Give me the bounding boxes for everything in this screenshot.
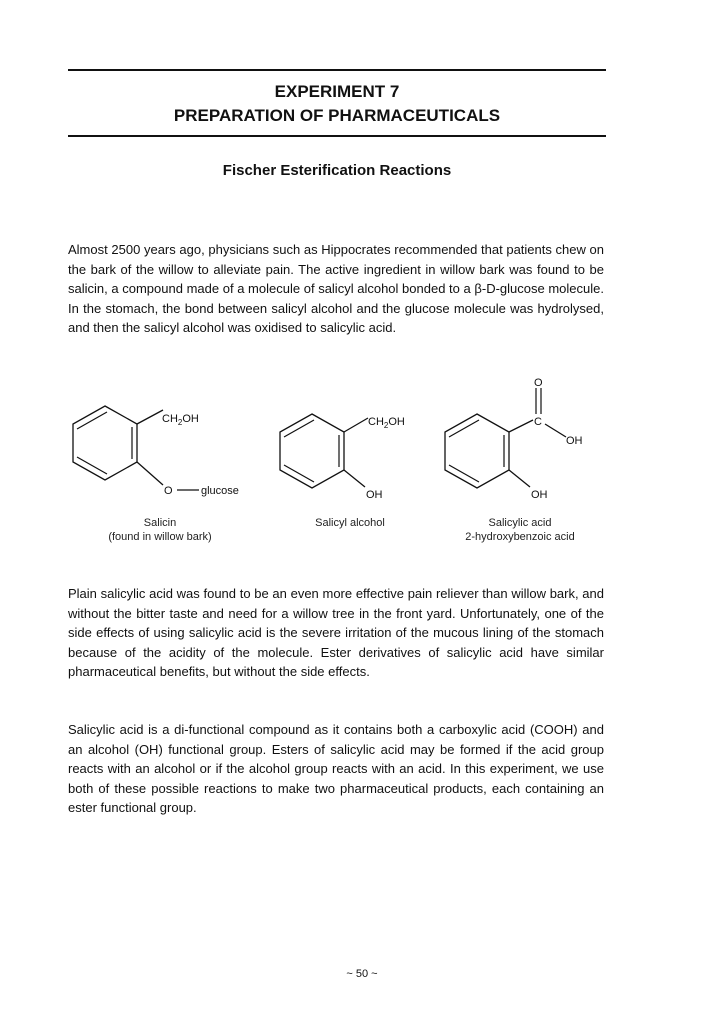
side-effects-paragraph: Plain salicylic acid was found to be an even more effective pain reliever than willow bark, and without the bitter taste and need for a willow tree in the front yard. Unfortunately, one of the side effects of using salicylic acid is the severe irritation of the mucous lining of the stomach because of the acidity of the molecule. Ester derivatives of salicylic acid have similar pharmaceutical benefits, but without the side effects. [68, 586, 604, 679]
salicin-caption [90, 516, 230, 544]
top-rule [68, 69, 606, 71]
salicylic-acid-o-label: O [534, 377, 543, 389]
salicin-caption-name: Salicin [143, 517, 177, 529]
salicylic-acid-caption-name: Salicylic acid [488, 517, 552, 529]
salicin-caption-note: (found in willow bark) [108, 531, 212, 543]
salicylic-acid-structure [445, 377, 583, 501]
salicylic-acid-oh-acid-label: OH [566, 435, 583, 447]
salicyl-alcohol-caption [290, 516, 410, 530]
salicylic-acid-oh-ring-label: OH [531, 489, 548, 501]
page-title: PREPARATION OF PHARMACEUTICALS [173, 106, 501, 125]
bottom-rule [68, 135, 606, 137]
salicylic-acid-caption-note: 2-hydroxybenzoic acid [465, 531, 575, 543]
salicin-glucose-label: glucose [201, 485, 239, 497]
salicyl-alcohol-caption-name: Salicyl alcohol [315, 517, 385, 529]
experiment-number: EXPERIMENT 7 [274, 82, 400, 101]
salicyl-alcohol-structure [280, 414, 405, 501]
ester-paragraph: Salicylic acid is a di-functional compound as it contains both a carboxylic acid (COOH) and an alcohol (OH) functional group. Esters of salicylic acid may be formed if the acid group reacts with an alcohol or if the alcohol group reacts with an acid. In this experiment, we use both of these possible reactions to make two pharmaceutical products, each containing an ester functional group. [68, 722, 604, 815]
salicin-structure [73, 406, 239, 497]
salicyl-alcohol-oh-label: OH [366, 489, 383, 501]
page-number: ~ 50 ~ [346, 968, 378, 980]
salicylic-acid-c-label: C [534, 416, 542, 428]
salicyl-alcohol-ch2oh-label: $CH_2OH$ [368, 416, 405, 430]
salicylic-acid-caption [445, 516, 595, 544]
section-subtitle: Fischer Esterification Reactions [222, 162, 452, 179]
salicin-o-label: O [164, 485, 173, 497]
salicin-ch2oh-label: $CH_2OH$ [162, 413, 199, 427]
intro-paragraph: Almost 2500 years ago, physicians such as Hippocrates recommended that patients chew on the bark of the willow to alleviate pain. The active ingredient in willow bark was found to be salicin, a compound made of a molecule of salicyl alcohol bonded to a β-D-glucose molecule. In the stomach, the bond between salicyl alcohol and the glucose molecule was hydrolysed, and then the salicyl alcohol was oxidised to salicylic acid. [68, 242, 604, 335]
